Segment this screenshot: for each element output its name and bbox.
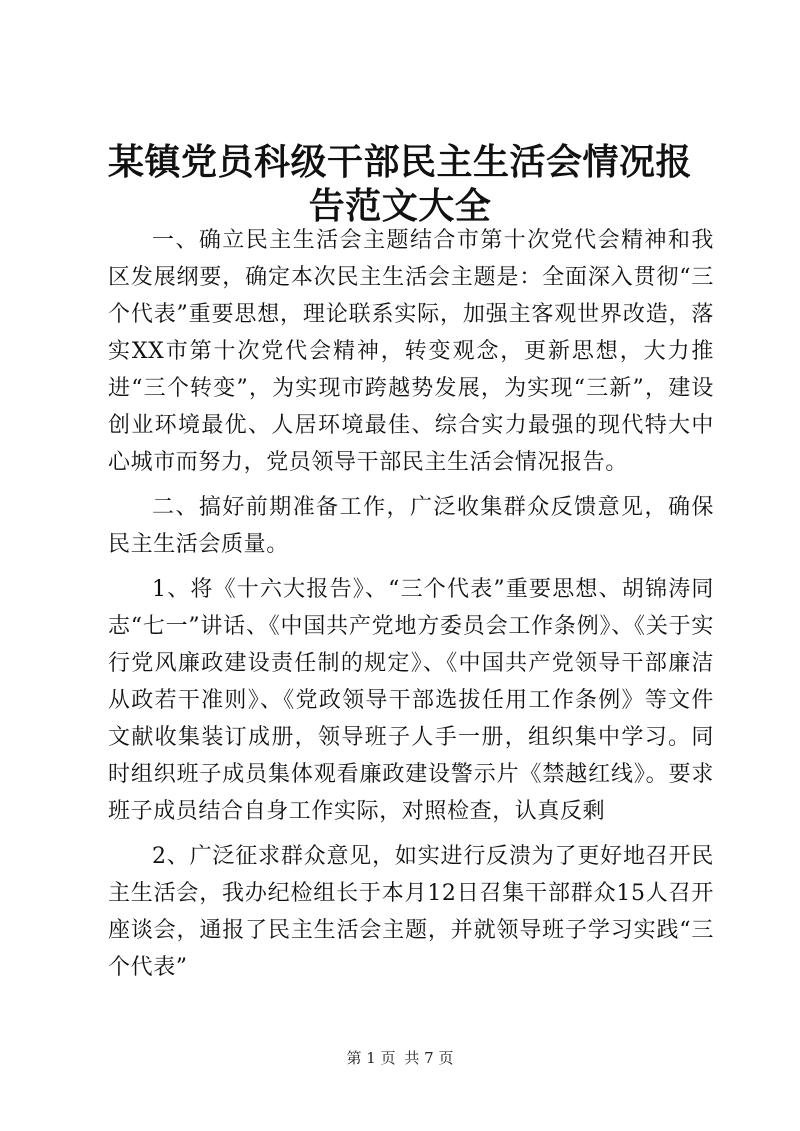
paragraph-opinions: 2、广泛征求群众意见，如实进行反溃为了更好地召开民主生活会，我办纪检组长于本月12日召集干部群众15人召开座谈会，通报了民主生活会主题，并就领导班子学习实践“三个代表” bbox=[108, 844, 714, 980]
page-footer bbox=[0, 1048, 800, 1068]
page-number: 第 1 页 bbox=[346, 1049, 396, 1067]
paragraph-preparation: 二、搞好前期准备工作，广泛收集群众反馈意见，确保民主生活会质量。 bbox=[108, 495, 714, 557]
page-total: 共 7 页 bbox=[404, 1049, 454, 1067]
paragraph-study-materials: 1、将《十六大报告》、“三个代表”重要思想、胡锦涛同志“七一”讲话、《中国共产党地方委员会工作条例》、《关于实行党风廉政建设责任制的规定》、《中国共产党领导干部廉洁从政若干准则》、《党政领导干部选拔任用工作条例》等文件文献收集装订成册，领导班子人手一册，组织集中学习。同时组织班子成员集体观看廉政建设警示片《禁越红线》。要求班子成员结合自身工作实际，对照检查，认真反剩 bbox=[108, 577, 714, 824]
paragraph-theme: 一、确立民主生活会主题结合市第十次党代会精神和我区发展纲要，确定本次民主生活会主题是：全面深入贯彻“三个代表”重要思想，理论联系实际，加强主客观世界改造，落实XX市第十次党代会精神，转变观念，更新思想，大力推进“三个转变”，为实现市跨越势发展，为实现“三新”，建设创业环境最优、人居环境最佳、综合实力最强的现代特大中心城市而努力，党员领导干部民主生活会情况报告。 bbox=[108, 228, 714, 475]
document-body bbox=[108, 222, 714, 994]
document-title: 某镇党员科级干部民主生活会情况报告范文大全 bbox=[107, 141, 692, 227]
